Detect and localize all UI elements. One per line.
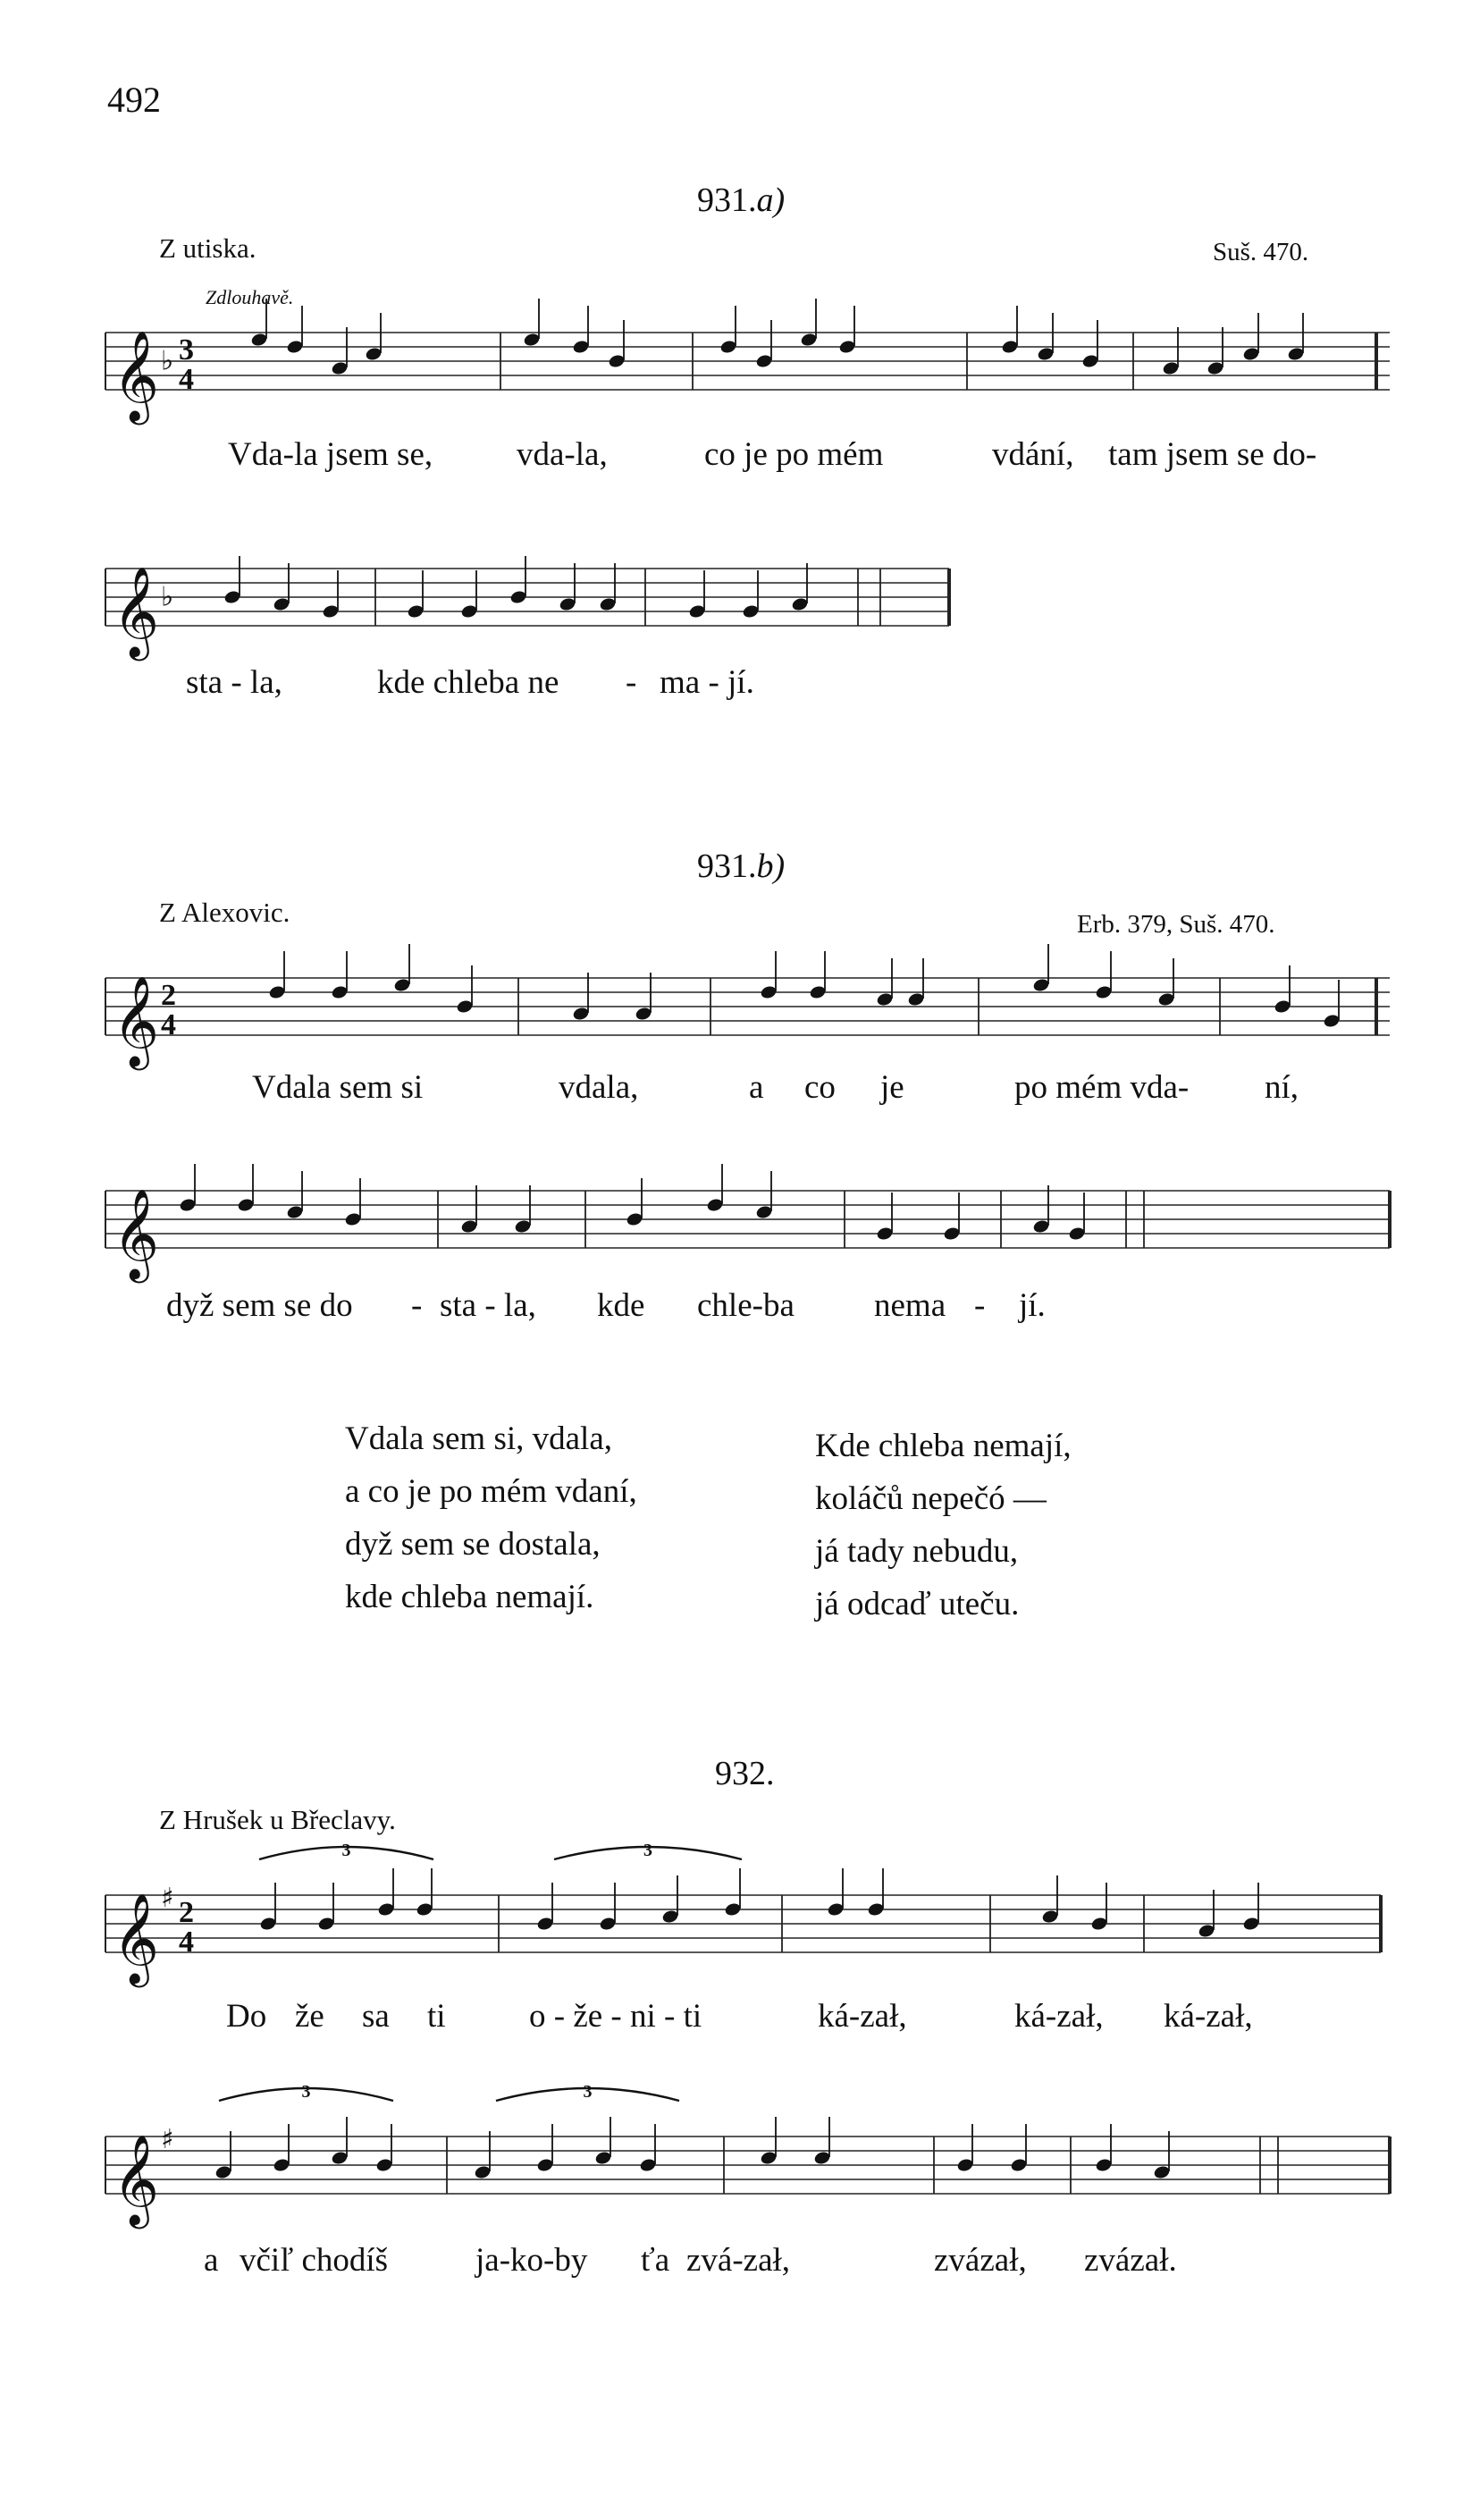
lyric: nema bbox=[874, 1287, 946, 1324]
note-head bbox=[460, 603, 478, 619]
lyric: Vda-la jsem se, bbox=[228, 436, 433, 473]
note-head bbox=[322, 603, 340, 619]
verse-line: já tady nebudu, bbox=[815, 1533, 1019, 1570]
note-head bbox=[867, 1901, 885, 1917]
song-number-value: 931. bbox=[697, 847, 757, 885]
note-head bbox=[1010, 2157, 1028, 2172]
song-reference: Erb. 379, Suš. 470. bbox=[1077, 910, 1275, 939]
key-signature: ♭ bbox=[161, 581, 174, 613]
note-head bbox=[760, 2150, 778, 2165]
treble-clef: 𝄞 bbox=[113, 1892, 160, 1984]
lyric: - bbox=[411, 1287, 423, 1324]
lyric: jí. bbox=[1019, 1287, 1046, 1324]
note-head bbox=[800, 332, 818, 347]
note-head bbox=[474, 2164, 492, 2179]
verse-line: dyž sem se dostala, bbox=[345, 1526, 601, 1563]
note-head bbox=[377, 1901, 395, 1917]
note-head bbox=[375, 2157, 393, 2172]
note-head bbox=[661, 1909, 679, 1924]
note-head bbox=[1242, 346, 1260, 361]
lyric: sa bbox=[362, 1998, 390, 2035]
lyric: - bbox=[974, 1287, 986, 1324]
lyric: vdání, bbox=[992, 436, 1074, 473]
note-head bbox=[523, 332, 541, 347]
song-reference: Suš. 470. bbox=[1213, 238, 1309, 266]
note-head bbox=[907, 991, 925, 1007]
key-signature: ♯ bbox=[161, 1882, 174, 1914]
note-head bbox=[1242, 1916, 1260, 1931]
note-head bbox=[1153, 2164, 1171, 2179]
lyric: dyž sem se do bbox=[166, 1287, 353, 1324]
note-head bbox=[626, 1211, 643, 1226]
verse-line: Kde chleba nemají, bbox=[815, 1428, 1072, 1464]
treble-clef: 𝄞 bbox=[113, 565, 160, 657]
lyric: a bbox=[749, 1069, 764, 1106]
song-origin: Z Alexovic. bbox=[159, 897, 290, 928]
note-head bbox=[1274, 999, 1291, 1014]
lyric: ti bbox=[427, 1998, 446, 2035]
staff-system bbox=[105, 1841, 1381, 1988]
note-head bbox=[536, 1916, 554, 1931]
note-head bbox=[223, 589, 241, 604]
note-head bbox=[559, 596, 576, 611]
note-head bbox=[317, 1916, 335, 1931]
note-head bbox=[259, 1916, 277, 1931]
lyric: Do bbox=[226, 1998, 267, 2035]
song-origin: Z Hrušek u Břeclavy. bbox=[159, 1804, 396, 1835]
staff-system bbox=[105, 944, 1390, 1071]
lyric: - bbox=[626, 664, 637, 701]
note-head bbox=[344, 1211, 362, 1226]
note-head bbox=[286, 1204, 304, 1219]
note-head bbox=[268, 984, 286, 999]
note-head bbox=[1068, 1226, 1086, 1241]
song-origin: Z utiska. bbox=[159, 232, 256, 264]
note-head bbox=[456, 999, 474, 1014]
lyric: je bbox=[880, 1069, 904, 1106]
song-number: 932. bbox=[715, 1755, 775, 1792]
note-head bbox=[956, 2157, 974, 2172]
lyric: po mém vda- bbox=[1014, 1069, 1190, 1106]
note-head bbox=[608, 353, 626, 368]
note-head bbox=[1041, 1909, 1059, 1924]
note-head bbox=[572, 339, 590, 354]
note-head bbox=[1287, 346, 1305, 361]
treble-clef: 𝄞 bbox=[113, 2133, 160, 2225]
note-head bbox=[599, 596, 617, 611]
note-head bbox=[365, 346, 383, 361]
lyric: zvázał. bbox=[1084, 2242, 1177, 2279]
tempo-marking: Zdlouhavě. bbox=[206, 286, 294, 308]
note-head bbox=[1001, 339, 1019, 354]
note-head bbox=[1162, 360, 1180, 375]
verse-line: Vdala sem si, vdala, bbox=[345, 1420, 612, 1457]
note-head bbox=[273, 2157, 290, 2172]
note-head bbox=[179, 1197, 197, 1212]
lyric: co je po mém bbox=[704, 436, 884, 473]
note-head bbox=[1037, 346, 1055, 361]
note-head bbox=[1157, 991, 1175, 1007]
verse-line: já odcaď uteču. bbox=[815, 1586, 1020, 1622]
triplet-mark: 3 bbox=[341, 1841, 351, 1860]
time-signature-bottom: 4 bbox=[179, 363, 194, 396]
note-head bbox=[1095, 984, 1113, 999]
time-signature-bottom: 4 bbox=[179, 1926, 194, 1959]
lyric: ká-zał, bbox=[818, 1998, 907, 2035]
time-signature-bottom: 4 bbox=[161, 1008, 176, 1041]
note-head bbox=[688, 603, 706, 619]
lyric: a bbox=[204, 2242, 219, 2279]
note-head bbox=[331, 360, 349, 375]
lyric: sta - la, bbox=[186, 664, 282, 701]
lyric: zvázał, bbox=[934, 2242, 1027, 2279]
note-head bbox=[635, 1006, 652, 1021]
note-head bbox=[572, 1006, 590, 1021]
lyric: vdala, bbox=[559, 1069, 639, 1106]
note-head bbox=[813, 2150, 831, 2165]
treble-clef: 𝄞 bbox=[113, 974, 160, 1066]
lyric: včiľ chodíš bbox=[240, 2242, 389, 2279]
lyric: kde bbox=[597, 1287, 645, 1324]
note-head bbox=[827, 1901, 845, 1917]
lyric: kde chleba ne bbox=[377, 664, 559, 701]
lyric: ja-ko-by bbox=[475, 2242, 588, 2279]
note-head bbox=[755, 1204, 773, 1219]
note-head bbox=[331, 2150, 349, 2165]
key-signature: ♭ bbox=[161, 345, 174, 377]
treble-clef: 𝄞 bbox=[113, 329, 160, 421]
note-head bbox=[876, 1226, 894, 1241]
note-head bbox=[760, 984, 778, 999]
verse-line: koláčů nepečó — bbox=[815, 1480, 1047, 1517]
note-head bbox=[706, 1197, 724, 1212]
note-head bbox=[724, 1901, 742, 1917]
lyric: vda-la, bbox=[517, 436, 608, 473]
lyric: zvá-zał, bbox=[686, 2242, 791, 2279]
lyric: ma - jí. bbox=[660, 664, 754, 701]
note-head bbox=[331, 984, 349, 999]
note-head bbox=[599, 1916, 617, 1931]
lyric: Vdala sem si bbox=[252, 1069, 424, 1106]
note-head bbox=[791, 596, 809, 611]
note-head bbox=[514, 1218, 532, 1234]
note-head bbox=[1032, 977, 1050, 992]
lyric: ká-zał, bbox=[1014, 1998, 1104, 2035]
note-head bbox=[1081, 353, 1099, 368]
note-head bbox=[237, 1197, 255, 1212]
note-head bbox=[1095, 2157, 1113, 2172]
time-signature-top: 2 bbox=[161, 979, 176, 1012]
note-head bbox=[273, 596, 290, 611]
key-signature: ♯ bbox=[161, 2123, 174, 2155]
note-head bbox=[594, 2150, 612, 2165]
note-head bbox=[742, 603, 760, 619]
lyric: co bbox=[804, 1069, 836, 1106]
note-head bbox=[1198, 1923, 1215, 1938]
lyric: ká-zał, bbox=[1164, 1998, 1253, 2035]
note-head bbox=[407, 603, 425, 619]
note-head bbox=[536, 2157, 554, 2172]
time-signature-top: 3 bbox=[179, 333, 194, 367]
note-head bbox=[250, 332, 268, 347]
note-head bbox=[416, 1901, 433, 1917]
treble-clef: 𝄞 bbox=[113, 1187, 160, 1279]
song-variant: a) bbox=[756, 181, 786, 219]
triplet-mark: 3 bbox=[643, 1841, 652, 1860]
note-head bbox=[286, 339, 304, 354]
staff-system bbox=[105, 1164, 1390, 1284]
note-head bbox=[509, 589, 527, 604]
lyric: o - že - ni - ti bbox=[529, 1998, 702, 2035]
note-head bbox=[1090, 1916, 1108, 1931]
lyric: tam jsem se do- bbox=[1108, 436, 1317, 473]
staff-system bbox=[105, 556, 949, 662]
note-head bbox=[1323, 1013, 1341, 1028]
note-head bbox=[838, 339, 856, 354]
note-head bbox=[809, 984, 827, 999]
song-number-value: 931. bbox=[697, 181, 757, 219]
note-head bbox=[460, 1218, 478, 1234]
note-head bbox=[214, 2164, 232, 2179]
staff-system bbox=[105, 299, 1390, 426]
song-variant: b) bbox=[756, 847, 786, 885]
page-number: 492 bbox=[107, 80, 161, 120]
triplet-mark: 3 bbox=[301, 2082, 311, 2102]
note-head bbox=[719, 339, 737, 354]
note-head bbox=[639, 2157, 657, 2172]
lyric: ní, bbox=[1265, 1069, 1299, 1106]
triplet-mark: 3 bbox=[583, 2082, 593, 2102]
lyric: sta - la, bbox=[440, 1287, 536, 1324]
staff-system bbox=[105, 2082, 1390, 2229]
time-signature-top: 2 bbox=[179, 1896, 194, 1929]
verse-line: a co je po mém vdaní, bbox=[345, 1473, 637, 1510]
note-head bbox=[1207, 360, 1224, 375]
lyric: že bbox=[295, 1998, 324, 2035]
lyric: ťa bbox=[641, 2242, 670, 2279]
note-head bbox=[876, 991, 894, 1007]
note-head bbox=[1032, 1218, 1050, 1234]
note-head bbox=[393, 977, 411, 992]
note-head bbox=[755, 353, 773, 368]
verse-line: kde chleba nemají. bbox=[345, 1579, 594, 1615]
lyric: chle-ba bbox=[697, 1287, 795, 1324]
note-head bbox=[943, 1226, 961, 1241]
